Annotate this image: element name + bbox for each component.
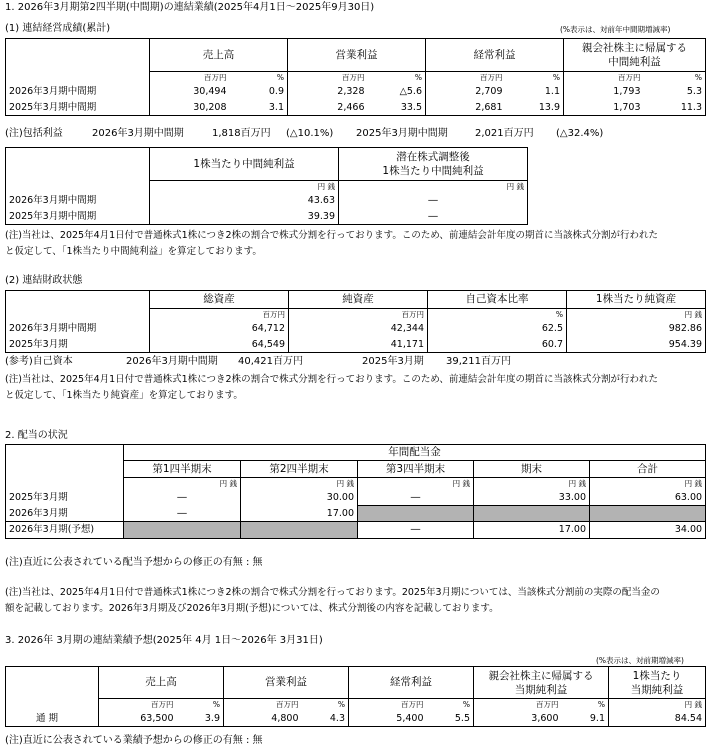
unit-cell: 百万円 [349,699,427,711]
cell: 9.1 [562,711,609,727]
cell: 0.9 [230,84,288,100]
header-eps [609,667,706,699]
header-blank [6,667,99,699]
header-ordinary-income: 経常利益 [349,667,474,699]
table-row [6,193,528,209]
cell-shaded [124,522,241,539]
cell: 63.00 [590,490,706,506]
header-year-end: 期末 [474,461,590,478]
section4-title: 3. 2026年 3月期の連結業績予想(2025年 4月 1日～2026年 3月31日) [5,635,323,646]
dividend-note-line1: (注)当社は、2025年4月1日付で普通株式1株につき2株の割合で株式分割を行っております。2025年3月期については、当該株式分割前の実際の配当金の [5,587,660,598]
unit-cell: % [177,699,224,711]
cell: △5.6 [368,84,426,100]
comprehensive-label: (注)包括利益 [5,128,63,139]
cell-shaded [590,506,706,522]
unit-cell: 円 銭 [241,478,358,490]
header-net-income-line2: 中間純利益 [608,56,661,68]
cell: 17.00 [474,522,590,539]
cell: 84.54 [609,711,706,727]
cell: ― [339,193,528,209]
unit-cell: 百万円 [150,309,289,321]
unit-cell: 百万円 [99,699,177,711]
row-label: 2025年3月期中間期 [6,100,150,116]
row-label: 通 期 [6,711,99,727]
table-row [6,506,706,522]
unit-cell: 百万円 [289,309,428,321]
pct-note: (%表示は、対前年中間期増減率) [560,25,671,34]
cell: 954.39 [567,337,706,353]
unit-cell: 百万円 [474,699,562,711]
unit-cell: % [562,699,609,711]
ref-prev-period: 2025年3月期 [362,356,424,367]
cell: 982.86 [567,321,706,337]
unit-cell: 円 銭 [567,309,706,321]
cell: ― [358,522,474,539]
table-row [6,490,706,506]
row-label: 2026年3月期中間期 [6,321,150,337]
cell: 63,500 [99,711,177,727]
unit-cell: 円 銭 [474,478,590,490]
bps-note-line1: (注)当社は、2025年4月1日付で普通株式1株につき2株の割合で株式分割を行っております。このため、前連結会計年度の期首に当該株式分割が行われた [5,374,658,385]
header-ordinary-income: 経常利益 [426,39,564,72]
table-row [6,337,706,353]
table-row [6,321,706,337]
unit-cell: % [506,72,564,84]
row-label: 2026年3月期中間期 [6,84,150,100]
cell: 1.1 [506,84,564,100]
dividends-table [5,444,706,539]
unit-cell: % [230,72,288,84]
unit-cell: 百万円 [150,72,230,84]
cell: 5.3 [644,84,706,100]
cell: 5,400 [349,711,427,727]
unit-cell: 百万円 [288,72,368,84]
unit-cell: % [368,72,426,84]
header-operating-income: 営業利益 [224,667,349,699]
cell: 34.00 [590,522,706,539]
row-label: 2025年3月期 [6,337,150,353]
cell: ― [339,209,528,225]
cell: 1,793 [564,84,644,100]
cell: 2,466 [288,100,368,116]
header-net-income-line1: 親会社株主に帰属する [582,42,687,54]
forecast-table [5,666,706,727]
comprehensive-cur-period: 2026年3月期中間期 [92,128,184,139]
unit-cell: % [644,72,706,84]
cell: 11.3 [644,100,706,116]
header-net-income-line1: 親会社株主に帰属する [488,669,594,682]
dividend-note [5,585,710,617]
cell: 2,709 [426,84,506,100]
unit-cell: % [302,699,349,711]
header-diluted-eps [339,148,528,181]
eps-note [5,228,710,260]
cell: 39.39 [150,209,339,225]
cell: 13.9 [506,100,564,116]
header-blank [6,148,150,181]
unit-cell: % [428,309,567,321]
cell: 2,328 [288,84,368,100]
unit-cell: 円 銭 [150,181,339,193]
table-row [6,209,528,225]
unit-blank [6,181,150,193]
operating-results-table [5,38,706,116]
unit-cell: 円 銭 [339,181,528,193]
header-total-assets: 総資産 [150,291,289,309]
unit-cell: % [427,699,474,711]
row-label: 2026年3月期中間期 [6,193,150,209]
unit-cell: 百万円 [564,72,644,84]
cell: 3,600 [474,711,562,727]
header-diluted-eps-line2: 1株当たり中間純利益 [382,165,484,177]
header-sales: 売上高 [99,667,224,699]
unit-cell: 百万円 [224,699,302,711]
table-row [6,711,706,727]
cell: 30.00 [241,490,358,506]
bps-note-line2: と仮定して、「1株当たり純資産」を算定しております。 [5,390,243,401]
ref-cur-value: 40,421百万円 [238,356,303,367]
table-row [6,522,706,539]
table-row [6,84,706,100]
unit-cell: 円 銭 [124,478,241,490]
header-operating-income: 営業利益 [288,39,426,72]
cell: 64,712 [150,321,289,337]
row-label: 2026年3月期 [6,506,124,522]
header-net-income [564,39,706,72]
cell-shaded [241,522,358,539]
header-annual-dividend: 年間配当金 [124,445,706,461]
cell: 62.5 [428,321,567,337]
comprehensive-prev-pct: (△32.4%) [556,128,604,139]
section1-title: 1. 2026年3月期第2四半期(中間期)の連結業績(2025年4月1日～2025年9月30日) [5,2,375,13]
header-blank [6,39,150,72]
header-net-income-line2: 当期純利益 [514,683,568,696]
header-total: 合計 [590,461,706,478]
cell: 41,171 [289,337,428,353]
cell: ― [358,490,474,506]
header-equity-ratio: 自己資本比率 [428,291,567,309]
cell: 43.63 [150,193,339,209]
header-blank [6,291,150,309]
header-diluted-eps-line1: 潜在株式調整後 [396,151,470,163]
forecast-revision-note: (注)直近に公表されている業績予想からの修正の有無 : 無 [5,735,263,746]
comprehensive-cur-value: 1,818百万円 [212,128,271,139]
header-q1: 第1四半期末 [124,461,241,478]
unit-cell: 円 銭 [609,699,706,711]
unit-blank [6,478,124,490]
cell: 42,344 [289,321,428,337]
comprehensive-cur-pct: (△10.1%) [286,128,334,139]
unit-cell: 百万円 [426,72,506,84]
section3-title: 2. 配当の状況 [5,430,68,441]
unit-blank [6,699,99,711]
header-net-assets: 純資産 [289,291,428,309]
cell: 2,681 [426,100,506,116]
cell: 33.5 [368,100,426,116]
dividend-revision-note: (注)直近に公表されている配当予想からの修正の有無 : 無 [5,557,263,568]
cell: ― [124,506,241,522]
ref-label: (参考)自己資本 [5,356,73,367]
eps-note-line2: と仮定して、「1株当たり中間純利益」を算定しております。 [5,246,262,257]
forecast-pct-note: (%表示は、対前期増減率) [596,656,684,665]
header-bps: 1株当たり純資産 [567,291,706,309]
unit-blank [6,309,150,321]
unit-cell: 円 銭 [590,478,706,490]
ref-cur-period: 2026年3月期中間期 [126,356,218,367]
row-label: 2026年3月期(予想) [6,522,124,539]
cell: 64,549 [150,337,289,353]
header-eps-line1: 1株当たり [632,669,682,682]
cell: 30,208 [150,100,230,116]
cell: 60.7 [428,337,567,353]
cell: 30,494 [150,84,230,100]
header-eps-line2: 当期純利益 [630,683,684,696]
bps-note [5,372,710,404]
cell: ― [124,490,241,506]
row-label: 2025年3月期 [6,490,124,506]
header-sales: 売上高 [150,39,288,72]
table-row [6,100,706,116]
dividend-note-line2: 額を記載しております。2026年3月期及び2026年3月期(予想)については、株式分割後の内容を記載しております。 [5,603,499,614]
unit-cell: 円 銭 [358,478,474,490]
cell: 3.9 [177,711,224,727]
header-blank [6,445,124,461]
eps-note-line1: (注)当社は、2025年4月1日付で普通株式1株につき2株の割合で株式分割を行っております。このため、前連結会計年度の期首に当該株式分割が行われた [5,230,658,241]
row-label: 2025年3月期中間期 [6,209,150,225]
section2-subtitle: (2) 連結財政状態 [5,275,83,286]
financial-position-table [5,290,706,353]
unit-blank [6,72,150,84]
comprehensive-prev-period: 2025年3月期中間期 [356,128,448,139]
ref-prev-value: 39,211百万円 [446,356,511,367]
cell-shaded [474,506,590,522]
header-q3: 第3四半期末 [358,461,474,478]
header-blank [6,461,124,478]
cell: 4,800 [224,711,302,727]
cell-shaded [358,506,474,522]
cell: 1,703 [564,100,644,116]
header-q2: 第2四半期末 [241,461,358,478]
cell: 3.1 [230,100,288,116]
section1-subtitle: (1) 連結経営成績(累計) [5,23,111,34]
header-net-income [474,667,609,699]
cell: 5.5 [427,711,474,727]
comprehensive-prev-value: 2,021百万円 [475,128,534,139]
header-eps: 1株当たり中間純利益 [150,148,339,181]
cell: 4.3 [302,711,349,727]
eps-table [5,147,528,225]
cell: 33.00 [474,490,590,506]
cell: 17.00 [241,506,358,522]
